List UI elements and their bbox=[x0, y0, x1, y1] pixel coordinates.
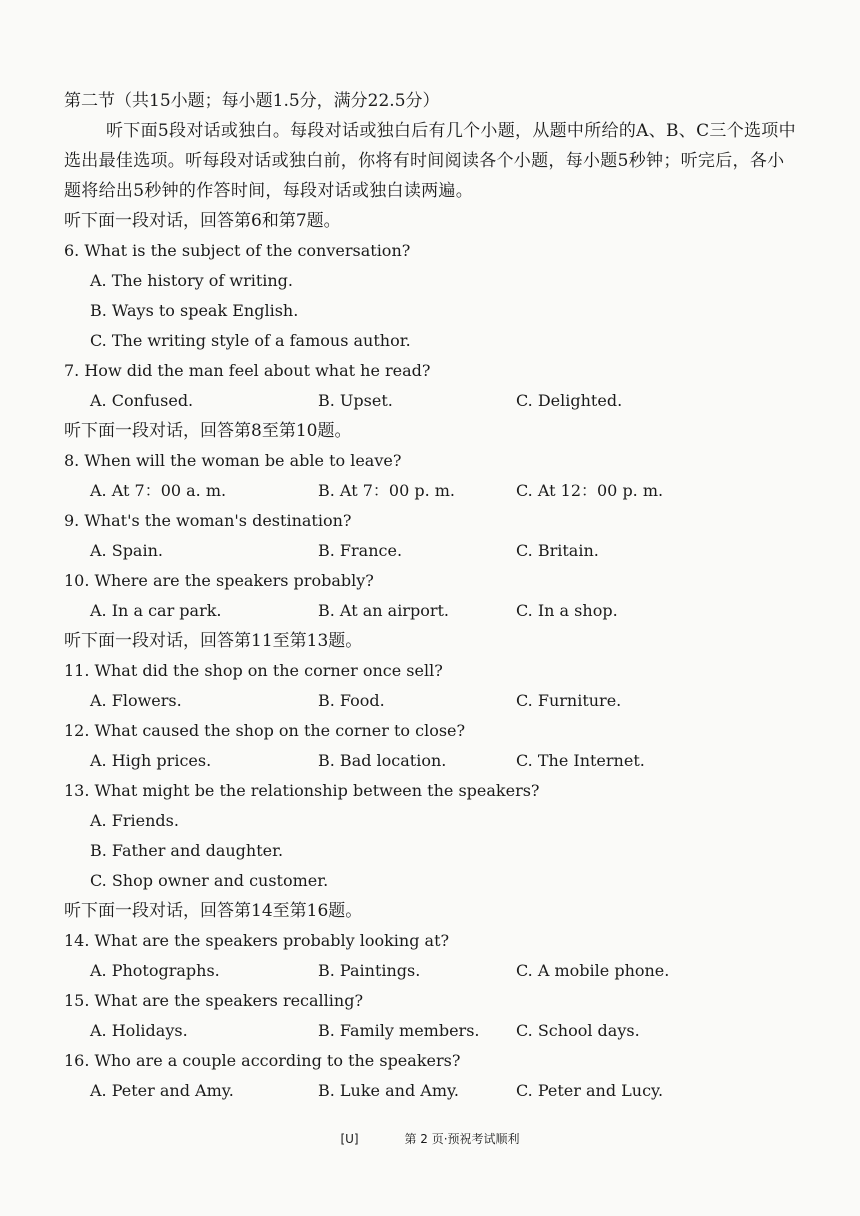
section-intro: 听下面5段对话或独白。每段对话或独白后有几个小题，从题中所给的A、B、C三个选项中选出最佳选项。听每段对话或独白前，你将有时间阅读各个小题，每小题5秒钟；听完后，各小题将给出5秒钟的作答时间，每段对话或独白读两遍。 bbox=[64, 121, 796, 201]
question-stem: 13. What might be the relationship between the speakers? bbox=[64, 781, 540, 800]
options bbox=[64, 386, 800, 416]
section-title: 第二节（共15小题；每小题1.5分，满分22.5分） bbox=[64, 91, 440, 111]
instruction-2: 听下面一段对话，回答第8至第10题。 bbox=[64, 421, 352, 441]
question-12 bbox=[64, 716, 800, 776]
option-a: A. Holidays. bbox=[90, 1021, 188, 1040]
option-c: C. Shop owner and customer. bbox=[90, 871, 329, 890]
question-stem: 7. How did the man feel about what he read? bbox=[64, 361, 431, 380]
question-stem: 15. What are the speakers recalling? bbox=[64, 991, 364, 1010]
question-10 bbox=[64, 566, 800, 626]
question-16 bbox=[64, 1046, 800, 1106]
instruction-4: 听下面一段对话，回答第14至第16题。 bbox=[64, 901, 363, 921]
question-stem: 16. Who are a couple according to the speakers? bbox=[64, 1051, 461, 1070]
page-footer bbox=[0, 1130, 860, 1147]
question-13 bbox=[64, 776, 800, 896]
question-9 bbox=[64, 506, 800, 566]
option-b: B. At 7：00 p. m. bbox=[318, 481, 456, 500]
option-b: B. France. bbox=[318, 541, 403, 560]
question-6 bbox=[64, 236, 800, 356]
options bbox=[64, 596, 800, 626]
option-a: A. In a car park. bbox=[90, 601, 222, 620]
question-14 bbox=[64, 926, 800, 986]
question-stem: 14. What are the speakers probably looking at? bbox=[64, 931, 450, 950]
option-b: B. Ways to speak English. bbox=[90, 301, 299, 320]
option-c: C. School days. bbox=[516, 1021, 640, 1040]
options bbox=[64, 266, 800, 356]
options bbox=[64, 686, 800, 716]
question-11 bbox=[64, 656, 800, 716]
options bbox=[64, 956, 800, 986]
option-a: A. Friends. bbox=[90, 811, 179, 830]
question-15 bbox=[64, 986, 800, 1046]
instruction-1: 听下面一段对话，回答第6和第7题。 bbox=[64, 211, 341, 231]
question-stem: 12. What caused the shop on the corner to close? bbox=[64, 721, 466, 740]
question-stem: 10. Where are the speakers probably? bbox=[64, 571, 374, 590]
option-c: C. Peter and Lucy. bbox=[516, 1081, 664, 1100]
instruction-3: 听下面一段对话，回答第11至第13题。 bbox=[64, 631, 363, 651]
option-a: A. The history of writing. bbox=[90, 271, 294, 290]
option-c: C. A mobile phone. bbox=[516, 961, 670, 980]
question-7 bbox=[64, 356, 800, 416]
question-stem: 6. What is the subject of the conversation? bbox=[64, 241, 411, 260]
question-stem: 8. When will the woman be able to leave? bbox=[64, 451, 402, 470]
option-b: B. Upset. bbox=[318, 391, 393, 410]
option-a: A. High prices. bbox=[90, 751, 212, 770]
option-c: C. The Internet. bbox=[516, 751, 645, 770]
options bbox=[64, 536, 800, 566]
option-c: C. Britain. bbox=[516, 541, 599, 560]
option-b: B. Bad location. bbox=[318, 751, 447, 770]
options bbox=[64, 1076, 800, 1106]
option-a: A. Flowers. bbox=[90, 691, 182, 710]
option-a: A. Photographs. bbox=[90, 961, 220, 980]
option-c: C. The writing style of a famous author. bbox=[90, 331, 411, 350]
option-b: B. Paintings. bbox=[318, 961, 421, 980]
option-c: C. Delighted. bbox=[516, 391, 623, 410]
option-b: B. Food. bbox=[318, 691, 385, 710]
option-a: A. Confused. bbox=[90, 391, 194, 410]
option-c: C. At 12：00 p. m. bbox=[516, 481, 664, 500]
option-c: C. In a shop. bbox=[516, 601, 618, 620]
question-stem: 9. What's the woman's destination? bbox=[64, 511, 352, 530]
question-8 bbox=[64, 446, 800, 506]
option-a: A. At 7：00 a. m. bbox=[90, 481, 227, 500]
footer-mark: [U] bbox=[340, 1132, 359, 1146]
footer-page-text: 第 2 页·预祝考试顺利 bbox=[404, 1132, 520, 1146]
question-stem: 11. What did the shop on the corner once sell? bbox=[64, 661, 443, 680]
option-b: B. Luke and Amy. bbox=[318, 1081, 460, 1100]
options bbox=[64, 1016, 800, 1046]
option-b: B. Family members. bbox=[318, 1021, 480, 1040]
options bbox=[64, 746, 800, 776]
option-a: A. Spain. bbox=[90, 541, 163, 560]
option-a: A. Peter and Amy. bbox=[90, 1081, 234, 1100]
option-c: C. Furniture. bbox=[516, 691, 622, 710]
options bbox=[64, 476, 800, 506]
options bbox=[64, 806, 800, 896]
option-b: B. At an airport. bbox=[318, 601, 449, 620]
option-b: B. Father and daughter. bbox=[90, 841, 284, 860]
